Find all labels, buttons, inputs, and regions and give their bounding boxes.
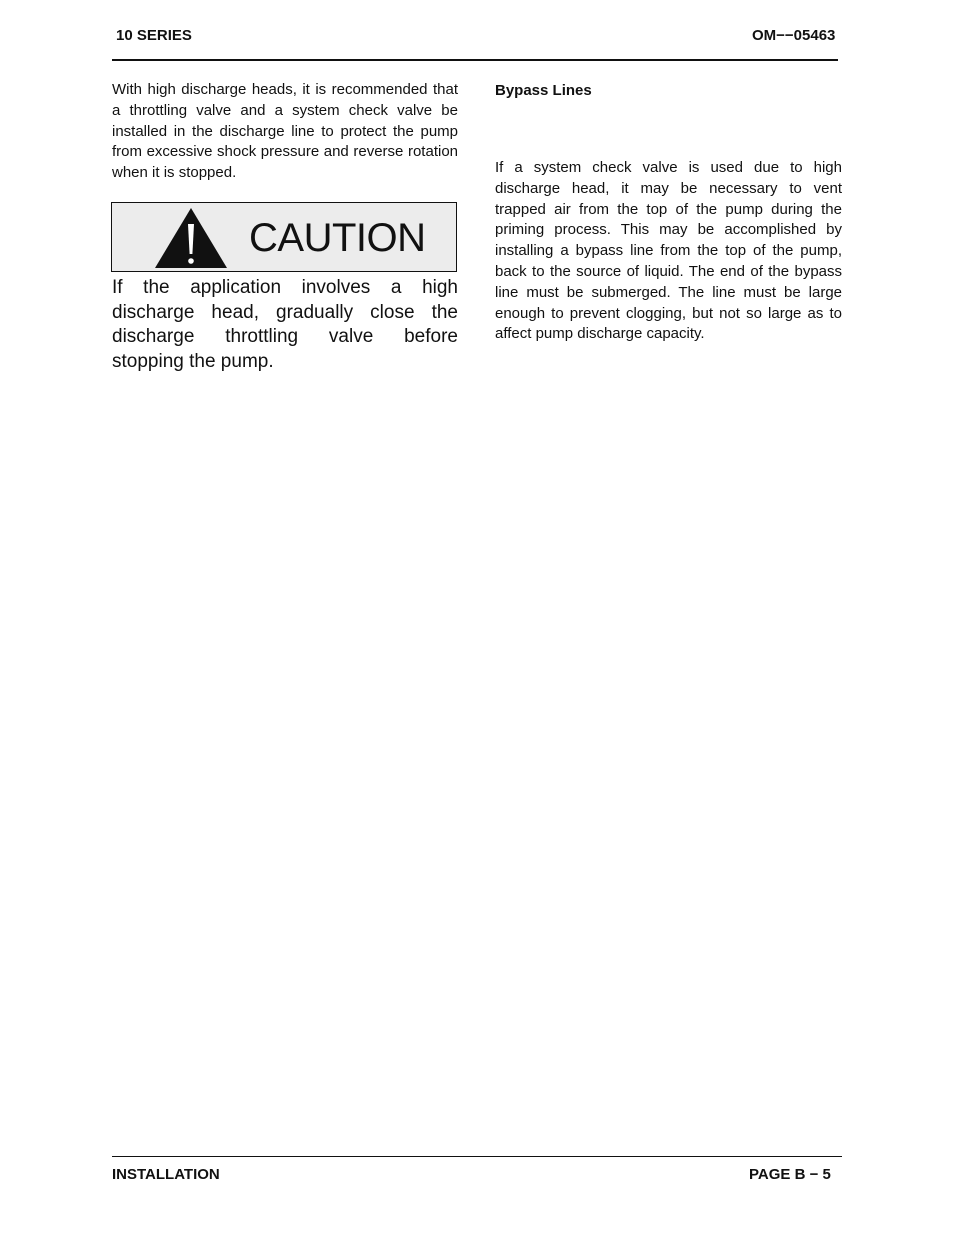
footer-divider bbox=[112, 1156, 842, 1157]
footer-section: INSTALLATION bbox=[112, 1166, 220, 1183]
section-heading-bypass-lines: Bypass Lines bbox=[495, 82, 592, 99]
header-series: 10 SERIES bbox=[116, 27, 192, 44]
caution-label: CAUTION bbox=[249, 216, 426, 260]
intro-paragraph: With high discharge heads, it is recommended that a throttling valve and a system check valve be installed in the discharge line to protect the pump from excessive shock pressure and reverse rotation when it is stopped. bbox=[112, 81, 458, 182]
footer-page-number: PAGE B − 5 bbox=[749, 1166, 831, 1183]
left-column bbox=[112, 80, 458, 184]
header-doc-number: OM−−05463 bbox=[752, 27, 836, 44]
caution-text: If the application involves a high discharge head, gradually close the discharge throttling valve before stopping the pump. bbox=[112, 277, 458, 372]
bypass-lines-paragraph: If a system check valve is used due to high discharge head, it may be necessary to vent trapped air from the top of the pump during the priming process. This may be accomplished by installing a bypass line from the top of the pump, back to the source of liquid. The end of the bypass line must be submerged. The line must be large enough to prevent clogging, but not so large as to affect pump discharge capacity. bbox=[495, 159, 842, 343]
warning-triangle-icon bbox=[154, 207, 228, 269]
caution-banner bbox=[111, 202, 457, 272]
header-divider bbox=[112, 59, 838, 61]
